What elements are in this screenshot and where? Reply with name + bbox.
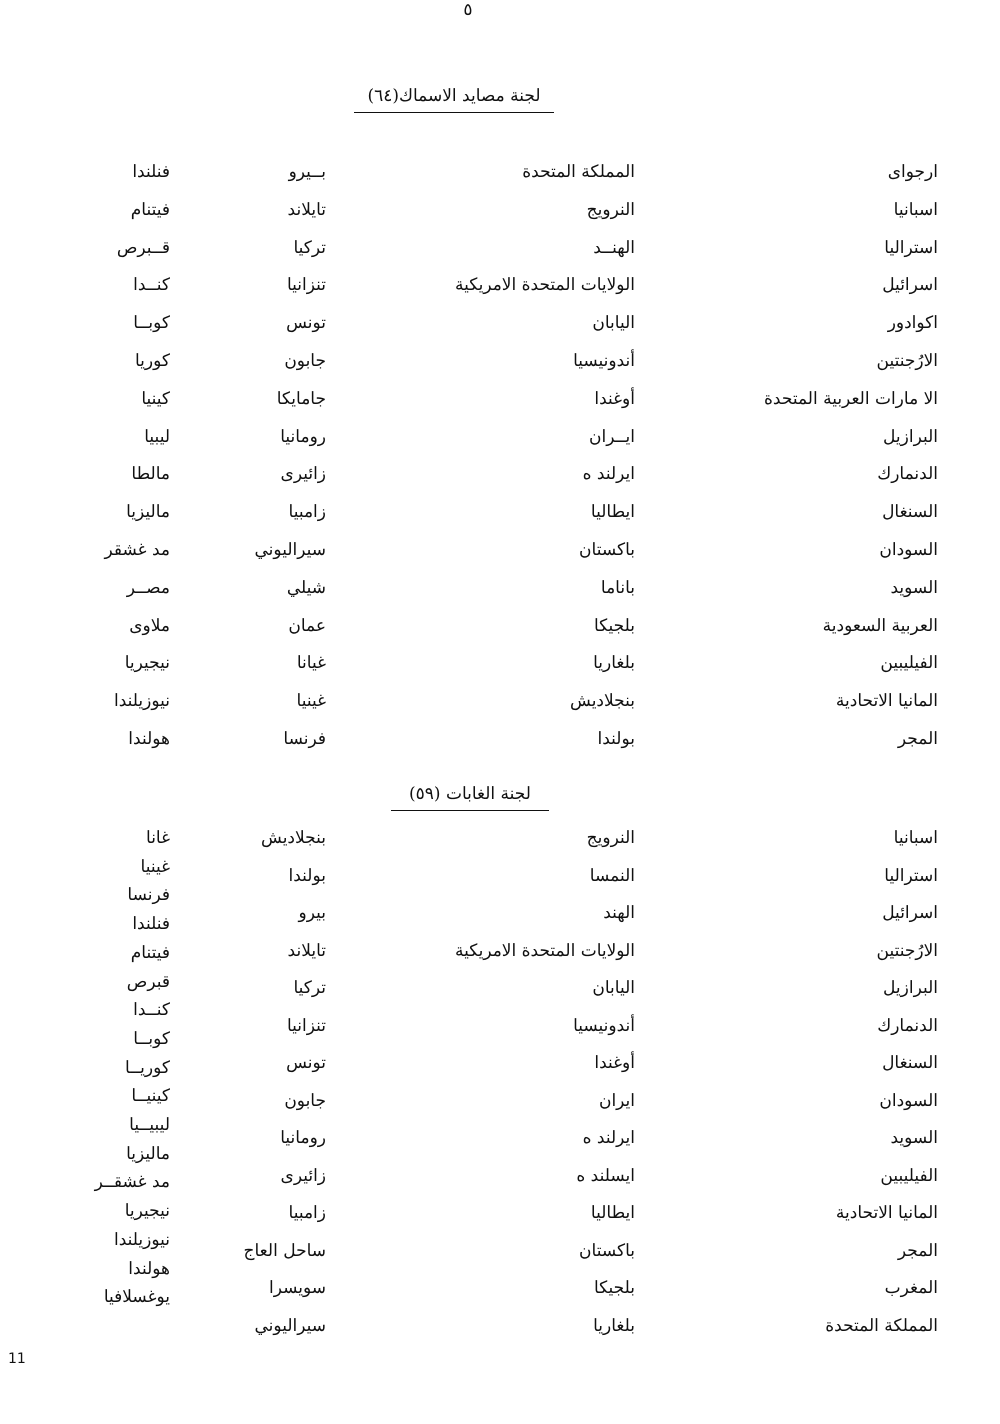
country-name: كينيا (141, 388, 170, 409)
country-name: المانيا الاتحادية (835, 1203, 938, 1223)
country-name: مصــر (126, 577, 170, 598)
country-name: الهنــد (593, 237, 635, 258)
country-name: مد غشقــر (94, 1172, 170, 1193)
country-name: قــبرص (116, 237, 170, 258)
country-name: ملاوى (129, 615, 170, 636)
country-name: تونس (286, 1053, 326, 1073)
country-name: الارُجنتين (876, 940, 938, 961)
country-name: نيجيريا (124, 653, 170, 674)
country-name: هولندا (128, 1258, 170, 1279)
country-name: المانيا الاتحادية (835, 691, 938, 712)
country-name: أوغندا (594, 388, 635, 409)
country-name: كوريــا (125, 1057, 170, 1078)
country-name: الارُجنتين (876, 351, 938, 371)
country-name: استراليا (884, 865, 938, 886)
country-name: ايطاليا (590, 1203, 635, 1223)
country-name: السنغال (882, 1053, 938, 1073)
country-name: فرنسا (127, 885, 170, 906)
country-name: السنغال (882, 502, 938, 523)
country-name: السويد (890, 1128, 938, 1148)
country-name: مد غشقر (104, 540, 170, 560)
country-name: المملكة المتحدة (825, 1315, 938, 1336)
country-name: جابون (284, 351, 326, 371)
country-name: بنجلاديش (570, 691, 635, 712)
country-name: الهند (603, 903, 635, 923)
country-name: ايطاليا (590, 502, 635, 523)
country-name: غيانا (296, 653, 326, 674)
country-name: زامبيا (288, 502, 326, 523)
country-name: بلجيكا (593, 1278, 635, 1298)
country-name: ايرلند ه (582, 464, 635, 485)
country-name: المجر (897, 1240, 938, 1261)
country-name: شيلي (286, 577, 326, 598)
country-name: فرنسا (283, 729, 326, 749)
country-name: بــيرو (288, 162, 326, 182)
country-name: كنــدا (133, 275, 170, 296)
country-name: سويسرا (268, 1278, 326, 1298)
country-name: تايلاند (287, 199, 326, 220)
country-name: اسبانيا (893, 828, 938, 848)
country-name: نيوزيلندا (114, 691, 170, 712)
country-name: نيجيريا (124, 1201, 170, 1222)
country-name: ليبيــيا (129, 1115, 170, 1135)
forestry-committee-heading: لجنة الغابات (٥٩) (391, 784, 549, 811)
country-name: كينيــا (131, 1086, 170, 1107)
country-name: ايران (598, 1090, 635, 1111)
country-name: ساحل العاج (243, 1240, 326, 1261)
country-name: اسبانيا (893, 199, 938, 220)
country-name: يوغسلافيا (103, 1287, 170, 1308)
country-name: بيرو (298, 903, 326, 923)
country-name: باناما (600, 577, 635, 598)
country-name: ايرلند ه (582, 1128, 635, 1148)
footer-page-number: 11 (8, 1351, 26, 1367)
country-name: اسرائيل (882, 275, 938, 296)
country-name: تونس (286, 313, 326, 334)
country-name: أندونيسيا (573, 351, 635, 371)
country-name: المجر (897, 729, 938, 749)
country-name: بولندا (597, 729, 635, 749)
country-name: كوريا (135, 351, 170, 371)
country-name: ارجواى (887, 162, 938, 182)
country-name: استراليا (884, 237, 938, 258)
country-name: رومانيا (280, 426, 326, 447)
country-name: بولندا (288, 865, 326, 886)
country-name: بلغاريا (593, 1315, 635, 1336)
country-name: اكوادور (887, 313, 938, 334)
country-name: السودان (879, 1090, 938, 1111)
country-name: سيراليوني (254, 540, 326, 560)
country-name: فنلندا (132, 162, 170, 182)
page-number: ٥ (463, 0, 473, 20)
country-name: النرويج (586, 199, 635, 220)
country-name: تركيا (293, 237, 326, 258)
country-name: الدنمارك (877, 1015, 938, 1036)
country-name: تايلاند (287, 940, 326, 961)
country-name: النرويج (586, 828, 635, 848)
country-name: أندونيسيا (573, 1015, 635, 1036)
country-name: باكستان (579, 1240, 635, 1261)
country-name: اسرائيل (882, 903, 938, 923)
country-name: باكستان (579, 540, 635, 560)
country-name: زامبيا (288, 1203, 326, 1223)
country-name: فنلندا (132, 914, 170, 935)
country-name: اليابان (592, 978, 635, 998)
country-name: رومانيا (280, 1128, 326, 1148)
country-name: سيراليوني (254, 1315, 326, 1336)
country-name: ايــران (588, 426, 635, 447)
country-name: الولايات المتحدة الامريكية (454, 940, 635, 961)
country-name: البرازيل (883, 426, 938, 447)
country-name: جابون (284, 1090, 326, 1111)
country-name: الفيليبين (880, 653, 938, 674)
country-name: النمسا (589, 865, 635, 886)
fisheries-committee-heading: لجنة مصايد الاسماك(٦٤) (354, 86, 554, 113)
country-name: المغرب (884, 1278, 938, 1298)
country-name: اليابان (592, 313, 635, 334)
country-name: ليبيا (144, 426, 170, 447)
country-name: العربية السعودية (822, 615, 938, 636)
country-name: بلغاريا (593, 653, 635, 674)
country-name: البرازيل (883, 978, 938, 998)
country-name: تركيا (293, 978, 326, 998)
country-name: السويد (890, 577, 938, 598)
country-name: فيتنام (130, 199, 170, 220)
country-name: نيوزيلندا (114, 1229, 170, 1250)
country-name: المملكة المتحدة (522, 162, 635, 182)
country-name: ماليزيا (126, 1143, 170, 1164)
country-name: الولايات المتحدة الامريكية (454, 275, 635, 296)
country-name: فيتنام (130, 942, 170, 963)
country-name: ايسلند ه (576, 1165, 635, 1186)
country-name: أوغندا (594, 1053, 635, 1073)
country-name: الا مارات العربية المتحدة (764, 388, 938, 409)
country-name: بلجيكا (593, 615, 635, 636)
country-name: بنجلاديش (261, 828, 326, 848)
country-name: غينيا (296, 691, 326, 712)
country-name: كوبــا (133, 1028, 170, 1049)
country-name: زائيرى (280, 464, 326, 485)
country-name: غانا (146, 828, 170, 848)
country-name: تنزانيا (286, 275, 326, 296)
country-name: تنزانيا (286, 1015, 326, 1036)
country-name: كنــدا (133, 1000, 170, 1021)
country-name: الدنمارك (877, 464, 938, 485)
country-name: مالطا (131, 464, 170, 485)
country-name: هولندا (128, 729, 170, 749)
country-name: قبرص (126, 971, 170, 992)
country-name: الفيليبين (880, 1165, 938, 1186)
country-name: ماليزيا (126, 502, 170, 523)
country-name: جامايكا (276, 388, 326, 409)
country-name: عمان (288, 615, 326, 636)
country-name: السودان (879, 540, 938, 560)
country-name: زائيرى (280, 1165, 326, 1186)
country-name: كوبــا (133, 313, 170, 334)
country-name: غينيا (140, 856, 170, 877)
